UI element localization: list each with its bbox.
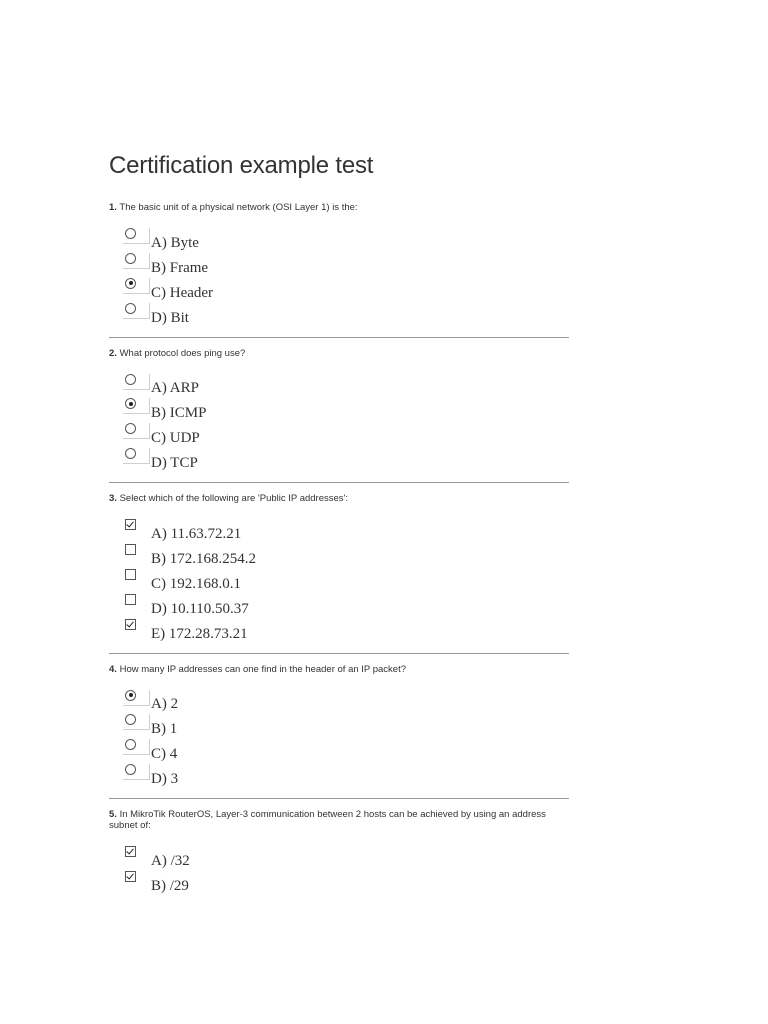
answer-label: B) Frame [151,259,209,276]
checkbox[interactable] [125,544,135,554]
answer-label: B) 1 [151,721,178,738]
answer-option[interactable] [125,302,569,327]
radio-button[interactable] [125,714,135,724]
question-number: 5. [109,809,117,821]
radio-button[interactable] [125,228,135,238]
answer-option[interactable] [125,618,569,643]
answer-option[interactable] [125,593,569,618]
checkbox-checked[interactable] [125,619,135,629]
answer-options [109,518,569,642]
checkbox-square-icon [125,569,136,580]
radio-button[interactable] [125,374,135,384]
question-prompt: The basic unit of a physical network (OSI Layer 1) is the: [119,202,358,213]
answer-option[interactable] [125,845,569,870]
radio-button[interactable] [125,764,135,774]
question-prompt: Select which of the following are 'Public IP addresses': [119,493,348,505]
answer-label: C) 192.168.0.1 [151,575,241,592]
answer-option[interactable] [125,543,569,568]
radio-button-checked[interactable] [125,278,135,288]
answer-label: C) 4 [151,746,178,763]
checkbox-square-icon [125,619,136,630]
answer-option[interactable] [125,373,569,398]
answer-option[interactable] [125,397,569,422]
checkbox-checked[interactable] [125,519,135,529]
radio-button[interactable] [125,739,135,749]
checkbox-square-icon [125,846,136,857]
answer-option[interactable] [125,422,569,447]
answer-option[interactable] [125,227,569,252]
answer-label: C) Header [151,284,214,301]
radio-button[interactable] [125,448,135,458]
question-text [109,348,569,359]
radio-circle-icon [125,228,136,239]
answer-option[interactable] [125,447,569,472]
answer-option[interactable] [125,870,569,895]
question-text [109,809,569,831]
answer-label: A) 2 [151,696,179,713]
checkbox-square-icon [125,519,136,530]
answer-label: A) /32 [151,853,190,870]
answer-option[interactable] [125,277,569,302]
answer-option[interactable] [125,763,569,788]
question-5 [109,809,569,905]
answer-option[interactable] [125,689,569,714]
question-prompt: What protocol does ping use? [119,347,246,359]
question-number: 1. [109,202,117,213]
question-3 [109,493,569,653]
answer-label: A) ARP [151,380,199,397]
question-text [109,202,569,213]
question-number: 4. [109,663,117,675]
checkbox-checked[interactable] [125,871,135,881]
answer-label: E) 172.28.73.21 [151,625,248,642]
answer-options [109,227,569,327]
answer-label: C) UDP [151,430,200,447]
question-1 [109,202,569,338]
answer-options [109,373,569,473]
radio-button-checked[interactable] [125,398,135,408]
question-prompt: How many IP addresses can one find in the header of an IP packet? [119,663,406,675]
answer-label: D) 10.110.50.37 [151,600,249,617]
quiz-page [109,152,569,915]
page-title: Certification example test [109,152,374,179]
question-number: 2. [109,347,117,359]
answer-label: D) TCP [151,455,198,472]
answer-label: A) Byte [151,234,199,251]
checkbox-square-icon [125,594,136,605]
question-prompt: In MikroTik RouterOS, Layer-3 communication between 2 hosts can be achieved by using an address subnet of: [109,809,546,832]
radio-button-checked[interactable] [125,690,135,700]
answer-label: D) Bit [151,309,189,326]
answer-options [109,689,569,789]
radio-circle-icon [125,690,136,701]
answer-option[interactable] [125,252,569,277]
radio-circle-icon [125,253,136,264]
question-number: 3. [109,493,117,505]
answer-label: D) 3 [151,771,179,788]
question-list [109,202,569,905]
answer-label: B) /29 [151,877,189,894]
question-text [109,493,569,504]
answer-options [109,845,569,895]
checkbox-square-icon [125,544,136,555]
checkbox-square-icon [125,871,136,882]
radio-button[interactable] [125,303,135,313]
radio-circle-icon [125,374,136,385]
answer-label: B) ICMP [151,405,207,422]
answer-option[interactable] [125,568,569,593]
answer-option[interactable] [125,518,569,543]
radio-button[interactable] [125,423,135,433]
answer-option[interactable] [125,713,569,738]
answer-option[interactable] [125,738,569,763]
checkbox[interactable] [125,569,135,579]
radio-circle-icon [125,278,136,289]
answer-label: A) 11.63.72.21 [151,526,242,543]
radio-circle-icon [125,303,136,314]
checkbox[interactable] [125,594,135,604]
question-text [109,664,569,675]
question-4 [109,664,569,800]
question-2 [109,348,569,484]
checkbox-checked[interactable] [125,846,135,856]
answer-label: B) 172.168.254.2 [151,550,256,567]
radio-button[interactable] [125,253,135,263]
